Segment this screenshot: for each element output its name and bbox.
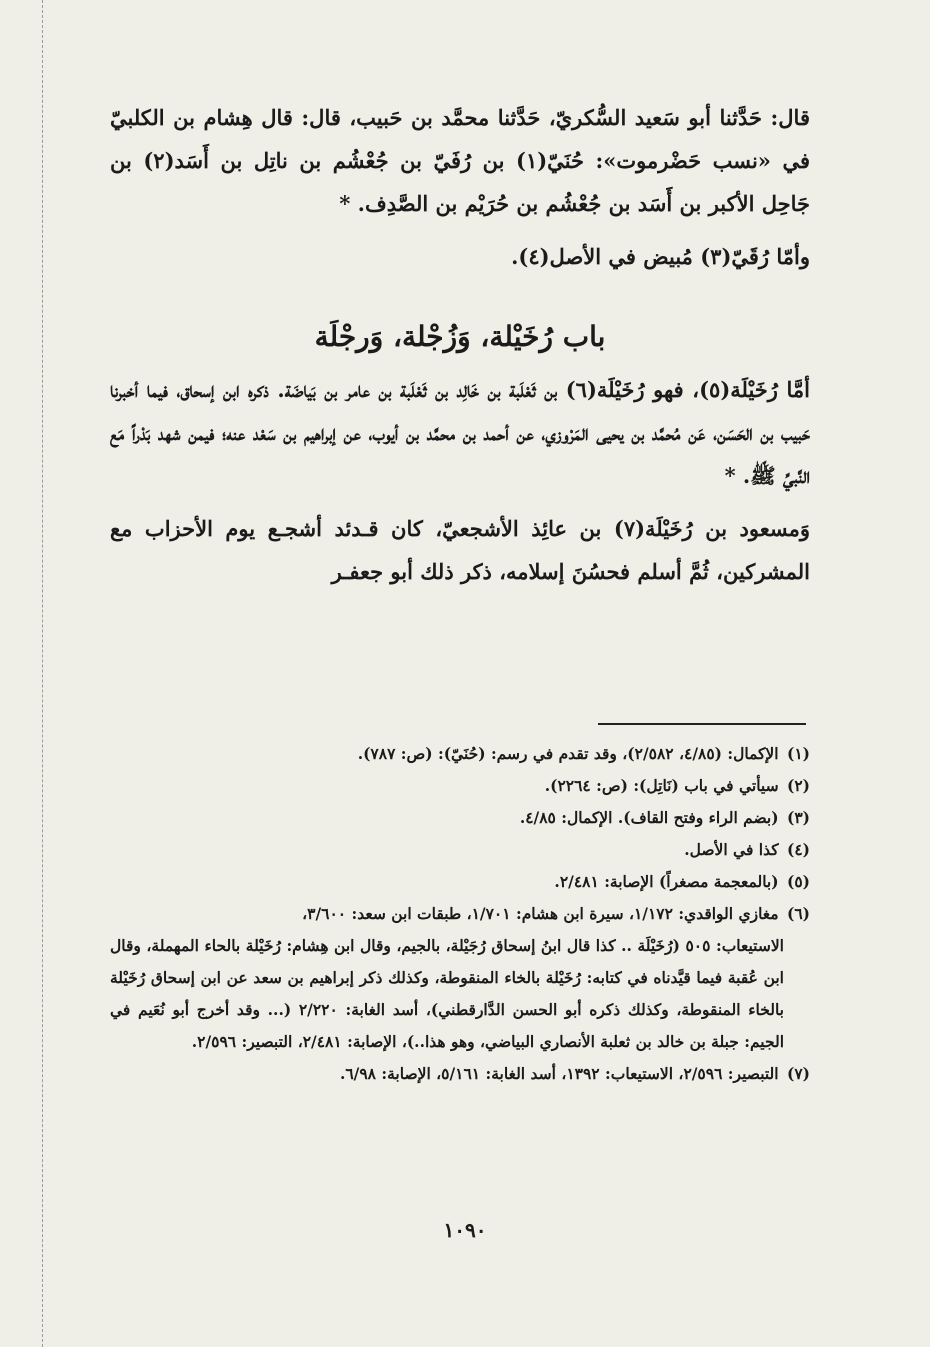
footnote-1	[110, 738, 810, 770]
page-number: ١٠٩٠	[443, 1218, 487, 1242]
paragraph-2: وأمّا رُقَيّ(٣) مُبيض في الأصل(٤).	[511, 244, 810, 269]
footnote-5	[110, 866, 810, 898]
footnote-number: (٣)	[786, 808, 810, 827]
footnote-number: (٤)	[786, 840, 810, 859]
section-title: باب رُخَيْلة، وَزُجْلة، وَرجْلَة	[314, 320, 606, 353]
main-text-body	[110, 368, 810, 593]
footnote-number: (٧)	[786, 1064, 810, 1083]
paragraph-3: أمَّا رُخَيْلَة(٥)، فهو رُخَيْلَة(٦) بن ثَعْلَبة بن خَالِد بن ثَعْلَبة بن عامر بن بَياضَة. ذكره ابن إسحاق، فيما أخبرنا حَبيب بن الحَسَن، عَن مُحمَّد بن يحيى المَرْوزي، عن أحمد بن محمَّد بن أيوب، عن إبراهيم بن سَعْد عنه؛ فيمن شهد بَدْراً مَع النَّبيِّ ﷺ. *	[110, 377, 810, 488]
footnote-text: الإكمال: (٤/٨٥، ٢/٥٨٢)، وقد تقدم في رسم: (حُنَيّ): (ص: ٧٨٧).	[357, 744, 779, 763]
footnote-2	[110, 770, 810, 802]
paragraph-4: وَمسعود بن رُخَيْلَة(٧) بن عائِذ الأشجعيّ، كان قـدئد أشجـع يوم الأحزاب مع المشركين، ثُمَّ أسلم فحسُنَ إسلامه، ذكر ذلك أبو جعفـر	[110, 516, 810, 584]
footnote-3	[110, 802, 810, 834]
footnote-7	[110, 1058, 810, 1090]
footnote-number: (١)	[786, 744, 810, 763]
page-left-margin-edge	[0, 0, 43, 1347]
footnote-6	[110, 898, 810, 930]
footnote-number: (٥)	[786, 872, 810, 891]
footnote-4	[110, 834, 810, 866]
footnote-text: التبصير: ٢/٥٩٦، الاستيعاب: ١٣٩٢، أسد الغابة: ٥/١٦١، الإصابة: ٦/٩٨.	[339, 1064, 779, 1083]
footnote-separator	[598, 723, 806, 725]
footnote-text: سيأتي في باب (نَاتِل): (ص: ٢٢٦٤).	[544, 776, 779, 795]
footnote-number: (٢)	[786, 776, 810, 795]
main-text-top	[110, 96, 810, 278]
footnote-number: (٦)	[786, 904, 810, 923]
footnote-6-continuation: الاستيعاب: ٥٠٥ (رُخَيْلَة .. كذا قال ابنُ إسحاق رُجَيْلة، بالجيم، وقال ابن هِشام: رُخَيْلة بالحاء المهملة، وقال ابن عُقبة فيما قيَّدناه في كتابه: رُخَيْلة بالخاء المنقوطة، وكذلك ذكر إبراهيم بن سعد عن ابن إسحاق رُخَيْلة بالخاء المنقوطة، وكذلك ذكره أبو الحسن الدَّارقطني)، أسد الغابة: ٢/٢٢٠ (... وقد أخرج أبو نُعَيم في الجيم: جبلة بن خالد بن ثعلبة الأنصاري البياضي، وهو هذا..)، الإصابة: ٢/٤٨١، التبصير: ٢/٥٩٦.	[110, 936, 784, 1051]
footnote-text: مغازي الواقدي: ١/١٧٢، سيرة ابن هشام: ١/٧٠١، طبقات ابن سعد: ٣/٦٠٠،	[302, 904, 779, 923]
paragraph-1: قال: حَدَّثنا أبو سَعيد السُّكريّ، حَدَّثنا محمَّد بن حَبيب، قال: قال هِشام بن الكلبيّ في «نسب حَضْرموت»: حُنَيّ(١) بن رُفَيّ بن جُعْشُم بن ناتِل بن أَسَد(٢) بن جَاحِل الأكبر بن أَسَد بن جُعْشُم بن حُرَيْم بن الصَّدِف. *	[110, 105, 810, 216]
footnotes	[110, 738, 810, 1090]
footnote-text: (بضم الراء وفتح القاف). الإكمال: ٤/٨٥.	[519, 808, 779, 827]
footnote-text: (بالمعجمة مصغراً) الإصابة: ٢/٤٨١.	[554, 872, 779, 891]
footnote-text: كذا في الأصل.	[684, 840, 779, 859]
